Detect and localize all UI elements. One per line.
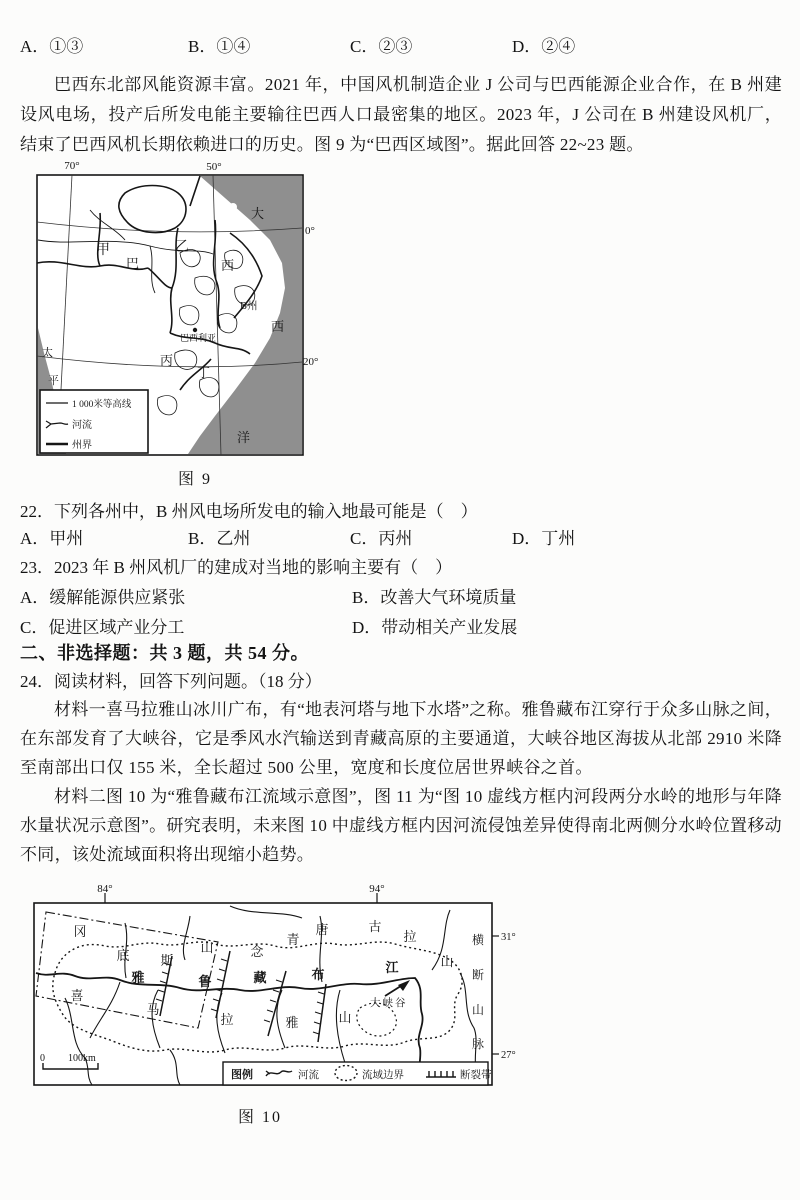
nyainq-char: 古 xyxy=(368,919,382,934)
scale-zero-label: 0 xyxy=(40,1053,45,1064)
section2-header: 二、非选择题：共 3 题，共 54 分。 xyxy=(20,643,309,663)
prev-option-d: D．②④ xyxy=(512,37,576,56)
prev-option-b: B．①④ xyxy=(188,37,251,56)
label-50w: 50° xyxy=(206,161,222,173)
himalaya-char: 雅 xyxy=(285,1015,299,1030)
himalaya-char: 马 xyxy=(146,1002,160,1017)
himalaya-char: 山 xyxy=(338,1010,352,1025)
nyainq-char: 唐 xyxy=(315,922,329,937)
label-20deg: 20° xyxy=(303,356,319,368)
label-country-ba: 巴 xyxy=(126,256,140,271)
figure10-basin-map xyxy=(30,878,520,1098)
hengduan-char: 脉 xyxy=(471,1037,485,1051)
q22-option-a: A．甲州 xyxy=(20,529,84,548)
label-ocean-xi: 西 xyxy=(271,319,285,334)
q22-options-row xyxy=(0,524,800,548)
q23-stem: 23．2023 年 B 州风机厂的建成对当地的影响主要有（ ） xyxy=(20,558,453,577)
gangdise-char: 山 xyxy=(200,940,214,955)
q22-option-c: C．丙州 xyxy=(350,529,413,548)
q23-option-c: C．促进区域产业分工 xyxy=(20,618,185,637)
q22-option-b: B．乙州 xyxy=(188,529,251,548)
q23-options-row2 xyxy=(0,613,800,637)
prev-option-c: C．②③ xyxy=(350,37,413,56)
q22-stem: 22．下列各州中，B 州风电场所发电的输入地最可能是（ ） xyxy=(20,502,478,521)
river-legend-label: 河流 xyxy=(72,420,92,431)
label-ocean-yang: 洋 xyxy=(237,430,251,445)
fig10-legend-box xyxy=(223,1062,488,1085)
label-70w: 70° xyxy=(64,160,80,172)
nyainq-char: 山 xyxy=(440,954,454,969)
label-pacific-ping: 平 xyxy=(48,375,59,387)
legend-title: 图例 xyxy=(231,1069,253,1081)
brazil-map-svg xyxy=(30,158,320,463)
label-94e: 94° xyxy=(369,883,385,895)
nyainq-char: 拉 xyxy=(403,929,417,944)
label-state-bing: 丙 xyxy=(160,353,174,368)
gangdise-char: 冈 xyxy=(73,924,87,939)
legend-river-label: 河流 xyxy=(298,1070,319,1081)
basin-map-svg xyxy=(30,878,520,1093)
label-state-jia: 甲 xyxy=(96,243,110,258)
nyainq-char: 念 xyxy=(250,944,264,959)
q23-options-row1 xyxy=(0,583,800,607)
fig9-legend xyxy=(40,390,148,453)
q23-option-b: B．改善大气环境质量 xyxy=(352,588,517,607)
label-country-xi: 西 xyxy=(221,258,235,273)
prev-question-options-row xyxy=(0,32,800,56)
label-capital-brasilia: 巴西利亚 xyxy=(180,333,217,343)
gangdise-char: 底 xyxy=(116,948,130,963)
prev-option-a: A．①③ xyxy=(20,37,84,56)
hengduan-char: 断 xyxy=(471,968,485,982)
capital-dot xyxy=(193,328,197,332)
figure9-caption: 图 9 xyxy=(177,471,212,488)
hengduan-char: 横 xyxy=(471,933,485,947)
intro-paragraph: 巴西东北部风能资源丰富。2021 年，中国风机制造企业 J 公司与巴西能源企业合作，在 B 州建设风电场，投产后所发电能主要输往巴西人口最密集的地区。2023 年，J 公司在 B 州建设风机厂，结束了巴西风机长期依赖进口的历史。图 9 为“巴西区域图”。据此回答 22~23 题。 xyxy=(20,75,782,154)
border-legend-label: 州界 xyxy=(72,440,92,451)
fig10-legend xyxy=(223,1062,492,1085)
q23-option-d: D．带动相关产业发展 xyxy=(352,618,518,637)
legend-fault-label: 断裂带 xyxy=(460,1070,492,1081)
q24-stem: 24．阅读材料，回答下列问题。（18 分） xyxy=(20,672,322,691)
hengduan-char: 山 xyxy=(471,1003,485,1017)
himalaya-char: 拉 xyxy=(220,1012,234,1027)
map-frame xyxy=(34,903,492,1085)
q22-option-d: D．丁州 xyxy=(512,529,576,548)
river-name-char: 藏 xyxy=(253,970,267,985)
label-state-b: B州 xyxy=(240,301,258,312)
figure10-caption: 图 10 xyxy=(237,1109,282,1126)
label-pacific-tai: 太 xyxy=(42,347,53,359)
label-state-ding: 丁 xyxy=(197,365,211,380)
river-name-char: 江 xyxy=(385,960,399,975)
label-ocean-da: 大 xyxy=(251,206,265,221)
himalaya-char: 喜 xyxy=(70,988,84,1003)
island-circle xyxy=(229,203,237,211)
nyainq-char: 青 xyxy=(286,932,300,947)
q24-material2: 材料二图 10 为“雅鲁藏布江流域示意图”，图 11 为“图 10 虚线方框内河段两分水岭的地形与年降水量状况示意图”。研究表明，未来图 10 中虚线方框内因河流侵蚀差异使得南北两侧分水岭位置移动不同，该处流域面积将出现缩小趋势。 xyxy=(20,787,782,864)
river-name-char: 布 xyxy=(311,967,325,982)
scale-distance-label: 100km xyxy=(68,1053,96,1064)
canyon-label: 大峡谷 xyxy=(370,998,408,1009)
legend-basin-label: 流域边界 xyxy=(362,1070,404,1081)
figure9-brazil-map xyxy=(30,158,320,468)
label-state-yi: 乙 xyxy=(175,240,189,255)
river-name-char: 雅 xyxy=(131,970,145,985)
label-31n: 31° xyxy=(501,932,516,943)
q24-material1: 材料一喜马拉雅山冰川广布，有“地表河塔与地下水塔”之称。雅鲁藏布江穿行于众多山脉之间，在东部发育了大峡谷，它是季风水汽输送到青藏高原的主要通道，大峡谷地区海拔从北部 2910 米降至南部出口仅 155 米，全长超过 500 公里，宽度和长度位居世界峡谷之首。 xyxy=(20,700,782,777)
gangdise-char: 斯 xyxy=(160,953,174,968)
label-84e: 84° xyxy=(97,883,113,895)
river-name-char: 鲁 xyxy=(198,974,212,989)
q23-option-a: A．缓解能源供应紧张 xyxy=(20,588,186,607)
label-27n: 27° xyxy=(501,1050,516,1061)
label-0deg: 0° xyxy=(305,225,315,237)
contour-legend-label: 1 000米等高线 xyxy=(72,400,132,410)
